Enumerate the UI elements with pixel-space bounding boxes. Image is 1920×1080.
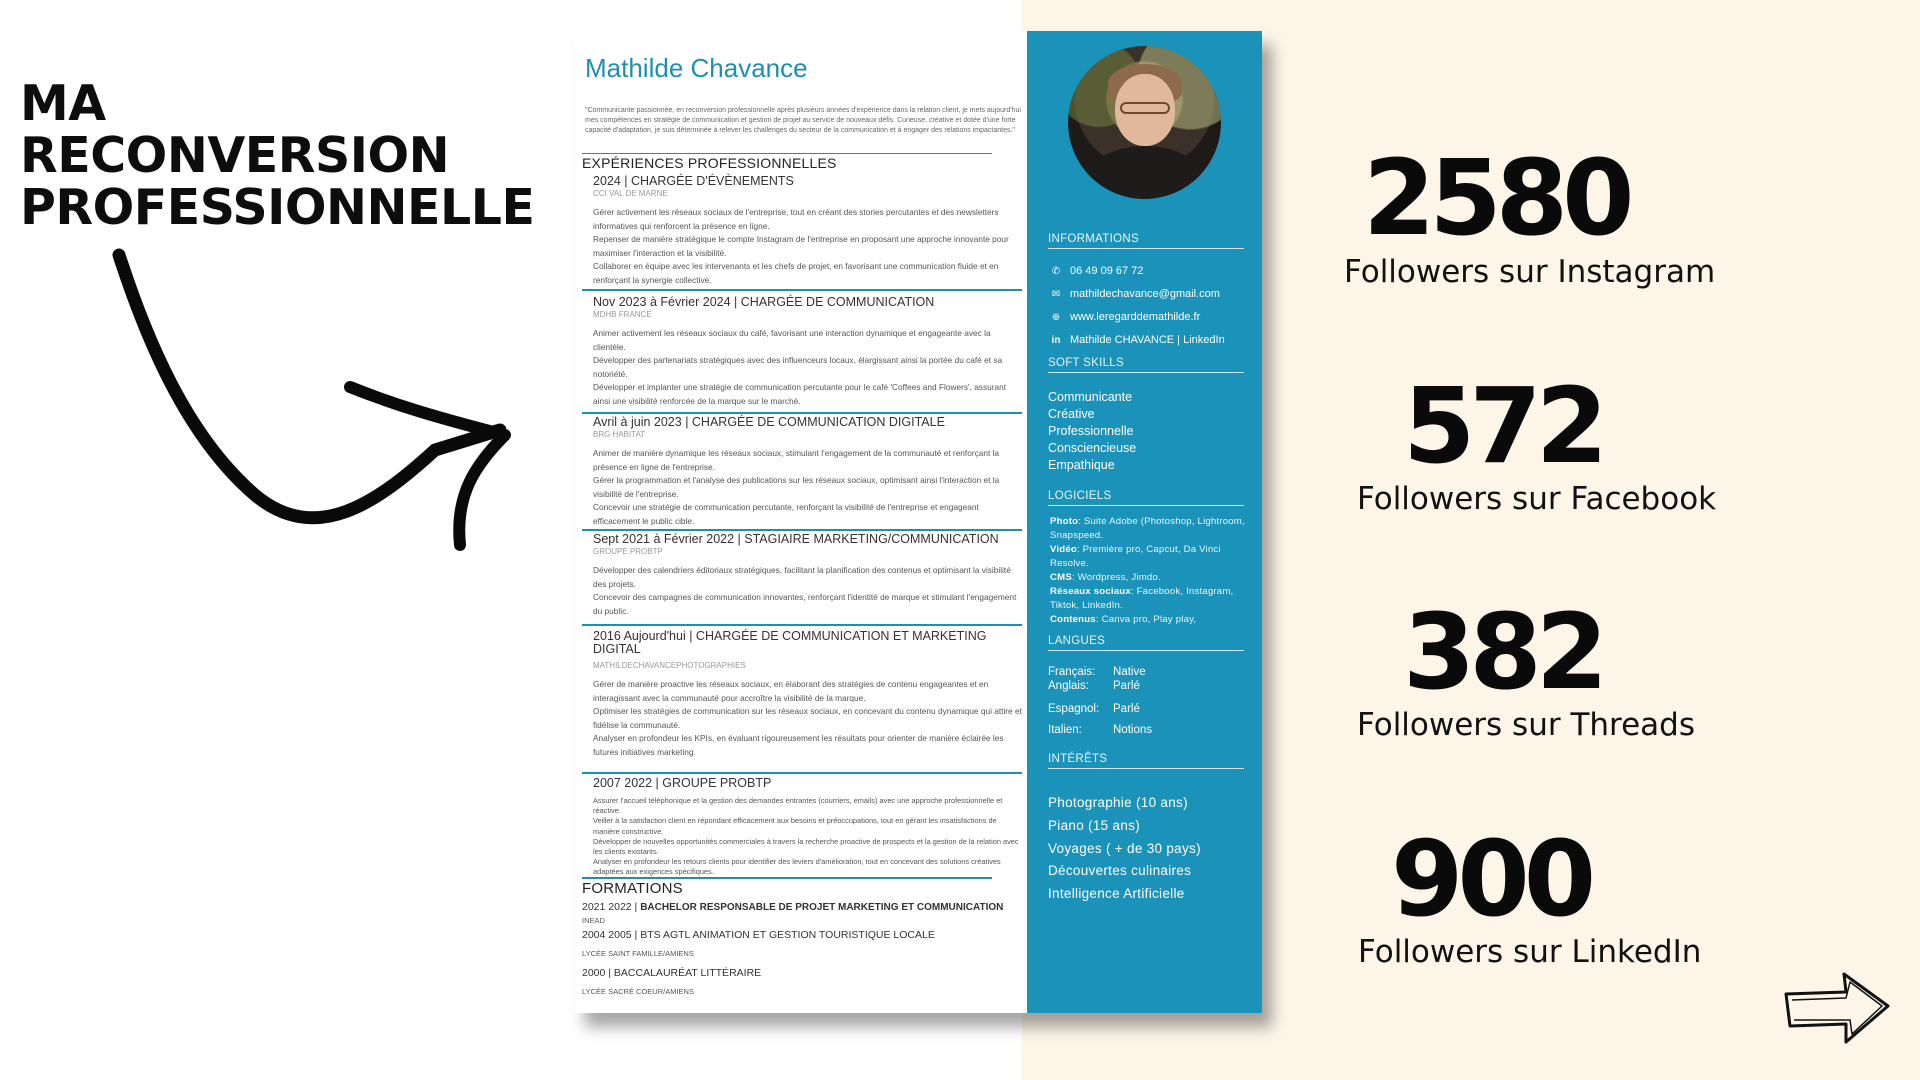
formation-years: 2004 2005 | [582,929,641,941]
langue-item [1048,703,1140,715]
job-desc [582,796,1022,878]
formation-years: 2021 2022 | [582,901,641,913]
title-line: PROFESSIONNELLE [20,179,535,236]
cv-document [575,31,1262,1013]
logiciel-item [1050,515,1255,543]
stat-number: 2580 [1363,137,1629,259]
contact-website[interactable] [1048,311,1258,323]
soft-skills-heading: SOFT SKILLS [1048,357,1244,373]
divider [582,772,1022,774]
interet-item: Voyages ( + de 30 pays) [1048,840,1201,856]
title-line: RECONVERSION [20,127,450,184]
langue-item [1048,680,1140,692]
logiciel-item [1050,585,1255,613]
job-title: Avril à juin 2023 | CHARGÉE DE COMMUNICATION DIGITALE [593,415,945,429]
stat-label: Followers sur Instagram [1344,254,1716,290]
job-desc-item: Développer et implanter une stratégie de communication percutante pour le café 'Coffees and Flowers', assurant ainsi une visibilité renforcée de la marque sur le marché. [593,382,1007,406]
globe-icon: ⊕ [1051,311,1061,323]
langue-name: Français: [1048,666,1096,678]
interets-heading: INTÉRÊTS [1048,753,1244,769]
job-desc-item: Animer activement les réseaux sociaux du café, favorisant une interaction dynamique et engageante avec la clientèle. [593,328,991,352]
soft-skill: Communicante [1048,390,1133,404]
job-desc-item: Analyser en profondeur les retours clients pour identifier des leviers d'amélioration, tout en concevant des solutions créatives adaptées aux exigences spécifiques. [593,857,1001,877]
formation-school: LYCÉE SAINT FAMILLE/AMIENS [582,949,694,958]
divider [582,412,1022,414]
langue-level: Parlé [1113,703,1140,715]
logiciel-item [1050,613,1255,627]
job-entry [582,533,1022,618]
langues-heading: LANGUES [1048,635,1244,651]
curved-arrow-icon [105,245,525,555]
logiciel-item [1050,543,1255,571]
divider [582,877,992,879]
job-desc-item: Développer des calendriers éditoriaux stratégiques, facilitant la planification des contenus et optimisant la visibilité des projets. [593,565,1011,589]
job-title: 2016 Aujourd'hui | CHARGÉE DE COMMUNICATION ET MARKETING DIGITAL [593,629,987,656]
informations-heading: INFORMATIONS [1048,233,1244,249]
contact-linkedin[interactable] [1048,334,1258,346]
website-text: www.leregarddemathilde.fr [1070,311,1201,323]
job-desc-item: Gérer la programmation et l'analyse des publications sur les réseaux sociaux, optimisant ainsi l'interaction et la visibilité de l'entreprise. [593,475,1000,499]
logiciel-item [1050,571,1255,585]
job-title: 2007 2022 | GROUPE PROBTP [593,776,772,790]
experiences-heading: EXPÉRIENCES PROFESSIONNELLES [582,155,837,171]
logiciel-value: : Wordpress, Jimdo. [1071,572,1161,583]
divider [582,153,992,154]
page-title [20,75,535,236]
stat-number: 572 [1403,365,1603,487]
job-desc-item: Assurer l'accueil téléphonique et la gestion des demandes entrantes (courriers, emails) avec une approche professionnelle et réactive. [593,796,1003,816]
job-desc [582,678,1022,759]
job-desc-item: Gérer activement les réseaux sociaux de l'entreprise, tout en créant des stories percutantes et des newsletters informatives qui renforcent la présence en ligne. [593,207,999,231]
job-entry [582,777,1022,878]
cv-main-column [575,31,1027,1013]
soft-skill: Consciencieuse [1048,441,1137,455]
logiciels-heading: LOGICIELS [1048,490,1244,506]
contact-phone[interactable] [1048,265,1258,277]
job-desc-item: Optimiser les stratégies de communication sur les réseaux sociaux, en concevant du contenu dynamique qui attire et fidélise la communauté. [593,706,1022,730]
stat-label: Followers sur Facebook [1357,481,1717,517]
job-entry [582,296,1022,408]
job-title: 2024 | CHARGÉE D'ÉVÈNEMENTS [593,174,794,188]
linkedin-text: Mathilde CHAVANCE | LinkedIn [1070,334,1225,346]
job-desc-item: Analyser en profondeur les KPIs, en évaluant rigoureusement les résultats pour orienter de manière éclairée les futures initiatives marketing. [593,733,1004,757]
soft-skill: Professionnelle [1048,424,1134,438]
langue-name: Espagnol: [1048,703,1100,715]
langue-name: Italien: [1048,724,1082,736]
job-desc-item: Repenser de manière stratégique le compte Instagram de l'entreprise en proposant une approche innovante pour maximiser l'interaction et la visibilité. [593,234,1009,258]
langue-item [1048,666,1146,678]
formation-school: INEAD [582,916,605,925]
job-org: GROUPE PROBTP [593,547,663,556]
title-line: MA [20,75,106,132]
interets-list [1048,792,1201,906]
job-desc-item: Collaborer en équipe avec les intervenants et les chefs de projet, en favorisant une communication fluide et en renforçant la synergie collective. [593,261,999,285]
job-org: CCI VAL DE MARNE [593,189,668,198]
job-desc [582,327,1022,408]
job-org: MDHB FRANCE [593,310,652,319]
formation-item [582,929,1032,958]
linkedin-icon: in [1051,334,1061,346]
job-desc-item: Animer de manière dynamique les réseaux sociaux, stimulant l'engagement de la communauté et renforçant la présence en ligne de l'entreprise. [593,448,1000,472]
divider [582,529,1022,531]
job-entry [582,630,1022,759]
formation-title: BACHELOR RESPONSABLE DE PROJET MARKETING ET COMMUNICATION [640,902,1004,913]
job-desc-item: Concevoir des campagnes de communication innovantes, renforçant l'identité de marque et stimulant l'engagement du public. [593,592,1017,616]
langue-name: Anglais: [1048,680,1089,692]
divider [582,624,1022,626]
phone-icon: ✆ [1051,265,1061,277]
job-desc-item: Développer des partenariats stratégiques avec des influenceurs locaux, élargissant ainsi la portée du café et sa notoriété. [593,355,1003,379]
job-desc-item: Veiller à la satisfaction client en répondant efficacement aux besoins et préoccupations, tout en gérant les insatisfactions de manière constructive. [593,816,997,836]
cv-name: Mathilde Chavance [585,53,808,83]
logiciel-value: : Facebook, Instagram, Tiktok, LinkedIn. [1050,586,1234,611]
right-arrow-icon[interactable] [1782,968,1894,1048]
job-org: MATHILDECHAVANCEPHOTOGRAPHIES [593,661,746,670]
logiciel-value: : Suite Adobe (Photoshop, Lightroom, Snapspeed. [1050,516,1245,541]
logiciels-list [1050,515,1255,627]
phone-text: 06 49 09 67 72 [1070,265,1144,277]
soft-skill: Empathique [1048,458,1115,472]
contact-email[interactable] [1048,288,1258,300]
job-entry [582,416,1022,528]
logiciel-value: : Canva pro, Play play, [1095,614,1197,625]
profile-photo [1068,46,1221,199]
job-desc [582,447,1022,528]
formation-item [582,901,1032,925]
stat-number: 382 [1403,591,1603,713]
formation-school: LYCÉE SACRÉ COEUR/AMIENS [582,987,694,996]
email-text: mathildechavance@gmail.com [1070,288,1220,300]
langue-level: Notions [1113,724,1152,736]
logiciel-key: Vidéo [1050,544,1077,555]
logiciel-key: Réseaux sociaux [1050,586,1131,597]
formation-line [582,967,1032,979]
job-title: Sept 2021 à Février 2022 | STAGIAIRE MARKETING/COMMUNICATION [593,532,999,546]
formation-title: BTS AGTL ANIMATION ET GESTION TOURISTIQUE LOCALE [640,929,935,941]
stat-number: 900 [1391,818,1591,940]
soft-skills-list [1048,389,1248,474]
interet-item: Intelligence Artificielle [1048,886,1185,902]
job-org: BRG HABITAT [593,430,646,439]
cv-intro: "Communicante passionnée, en reconversion professionnelle après plusieurs années d'expérience dans la relation client, je mets aujourd'hui mes compétences en stratégie de communication et gestion de projet au service de nouveaux défis. Curieuse, créative et dotée d'une forte capacité d'adaptation, je suis déterminée à relever les challenges du secteur de la communication et à engager des relations impactantes." [585,107,1021,134]
formations-heading: FORMATIONS [582,880,683,897]
interet-item: Découvertes culinaires [1048,863,1192,879]
job-title: Nov 2023 à Février 2024 | CHARGÉE DE COMMUNICATION [593,295,935,309]
job-desc-item: Gérer de manière proactive les réseaux sociaux, en élaborant des stratégies de contenu engageantes et en interagissant avec la communauté pour accroître la visibilité de la marque. [593,679,989,703]
langue-level: Native [1113,666,1146,678]
job-desc [582,564,1022,618]
job-entry [582,175,1022,287]
interet-item: Photographie (10 ans) [1048,795,1188,810]
logiciel-key: Contenus [1050,614,1096,625]
soft-skill: Créative [1048,407,1095,421]
langue-item [1048,724,1152,736]
formation-title: BACCALAURÉAT LITTÉRAIRE [613,967,762,979]
stat-label: Followers sur LinkedIn [1358,934,1702,970]
divider [582,289,1022,291]
langue-level: Parlé [1113,680,1140,692]
formation-line [582,901,1032,913]
formation-line [582,929,1032,941]
cv-sidebar [1027,31,1262,1013]
stat-label: Followers sur Threads [1357,707,1696,743]
job-desc [582,206,1022,287]
formation-item [582,967,1032,996]
logiciel-value: : Première pro, Capcut, Da Vinci Resolve. [1050,544,1221,569]
logiciel-key: CMS [1050,572,1072,583]
interet-item: Piano (15 ans) [1048,817,1141,833]
job-desc-item: Concevoir une stratégie de communication percutante, renforçant la visibilité de l'entreprise et engageant efficacement le public cible. [593,502,979,526]
logiciel-key: Photo [1050,516,1079,527]
envelope-icon: ✉ [1051,288,1061,300]
formation-years: 2000 | [582,967,614,979]
job-desc-item: Développer de nouvelles opportunités commerciales à travers la recherche proactive de prospects et la gestion de la relation avec les clients existants. [593,836,1019,857]
